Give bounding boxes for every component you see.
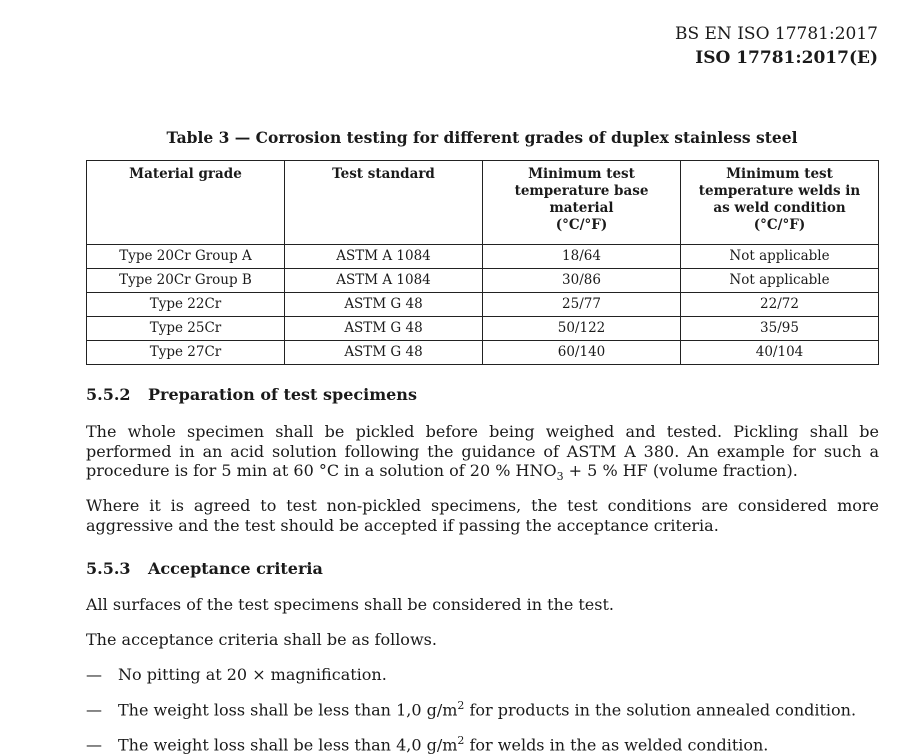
table-row [87, 293, 879, 317]
document-code: BS EN ISO 17781:2017 [674, 24, 878, 44]
list-item: — The weight loss shall be less than 1,0 $g/m^2$ for products in the solution annealed condition. [86, 699, 857, 720]
cell-grade: Type 27Cr [87, 341, 285, 365]
paragraph-criteria-intro: The acceptance criteria shall be as follows. [86, 630, 437, 649]
table-header-row [87, 161, 879, 245]
cell-grade: Type 20Cr Group B [87, 269, 285, 293]
cell-grade: Type 22Cr [87, 293, 285, 317]
corrosion-table [86, 160, 879, 365]
cell-base-temp: 60/140 [483, 341, 681, 365]
cell-grade: Type 25Cr [87, 317, 285, 341]
cell-weld-temp: 22/72 [681, 293, 879, 317]
paragraph-surfaces: All surfaces of the test specimens shall be considered in the test. [86, 595, 614, 614]
document-code-iso: ISO 17781:2017(E) [695, 48, 878, 68]
cell-weld-temp: Not applicable [681, 245, 879, 269]
cell-standard: ASTM A 1084 [285, 269, 483, 293]
cell-standard: ASTM G 48 [285, 293, 483, 317]
section-number: 5.5.2 [86, 385, 131, 404]
section-heading-5-5-2 [86, 385, 417, 404]
section-title: Preparation of test specimens [148, 385, 417, 404]
table-caption: Table 3 — Corrosion testing for different grades of duplex stainless steel [166, 128, 798, 147]
section-heading-5-5-3 [86, 559, 323, 578]
section-number: 5.5.3 [86, 559, 131, 578]
table-row [87, 269, 879, 293]
section-title: Acceptance criteria [148, 559, 323, 578]
list-item: — The weight loss shall be less than 4,0 $g/m^2$ for welds in the as welded condition. [86, 734, 769, 754]
header-test-standard: Test standard [285, 161, 483, 245]
cell-base-temp: 50/122 [483, 317, 681, 341]
cell-standard: ASTM A 1084 [285, 245, 483, 269]
paragraph-pickling: The whole specimen shall be pickled before being weighed and tested. Pickling shall be performed in an acid solution following the guidance of ASTM A 380. An example for such a procedure is for 5 min at 60 °C in a solution of 20 % $HNO_3 + 5$ % HF (volume fraction). [86, 422, 879, 484]
cell-standard: ASTM G 48 [285, 341, 483, 365]
cell-base-temp: 18/64 [483, 245, 681, 269]
cell-base-temp: 30/86 [483, 269, 681, 293]
table-row [87, 245, 879, 269]
cell-base-temp: 25/77 [483, 293, 681, 317]
list-item: — No pitting at 20 × magnification. [86, 665, 387, 684]
cell-standard: ASTM G 48 [285, 317, 483, 341]
cell-weld-temp: 40/104 [681, 341, 879, 365]
cell-weld-temp: 35/95 [681, 317, 879, 341]
header-min-temp-welds: Minimum test temperature welds in as weld condition (°C/°F) [681, 161, 879, 245]
header-min-temp-base: Minimum test temperature base material (°C/°F) [483, 161, 681, 245]
header-material-grade: Material grade [87, 161, 285, 245]
cell-grade: Type 20Cr Group A [87, 245, 285, 269]
cell-weld-temp: Not applicable [681, 269, 879, 293]
paragraph-non-pickled: Where it is agreed to test non-pickled specimens, the test conditions are considered more aggressive and the test should be accepted if passing the acceptance criteria. [86, 496, 879, 535]
table-row [87, 341, 879, 365]
table-row [87, 317, 879, 341]
